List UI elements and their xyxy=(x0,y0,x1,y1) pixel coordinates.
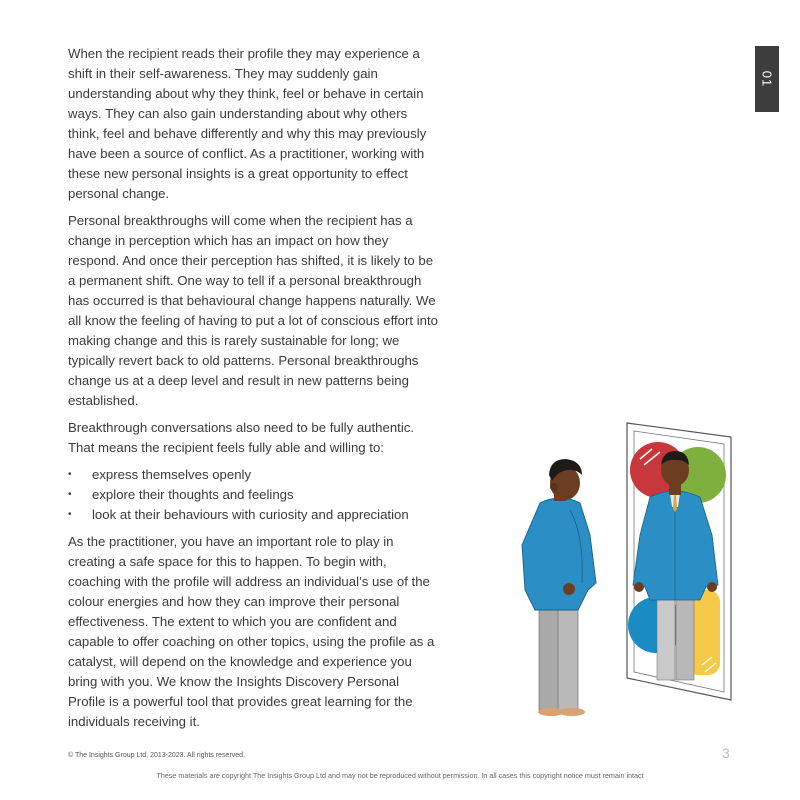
paragraph-self-awareness: When the recipient reads their profile they may experience a shift in their self-awareness. They may suddenly gain understanding about why they think, feel or behave in certain ways. They can also gain understanding about why others think, feel and behave differently and why this may previously have been a source of conflict. As a practitioner, working with these new personal insights is a great opportunity to effect personal change. xyxy=(68,46,427,201)
page-number: 3 xyxy=(722,745,730,761)
paragraph-authentic: Breakthrough conversations also need to be fully authentic. That means the recipient feels fully able and willing to: xyxy=(68,420,415,455)
bullet-item: • explore their thoughts and feelings xyxy=(68,485,440,505)
footer-notice: These materials are copyright The Insights Group Ltd and may not be reproduced without permission. In all cases this copyright notice must remain intact xyxy=(156,771,644,780)
bullet-item: • express themselves openly xyxy=(68,465,440,485)
section-tab-number: 01 xyxy=(759,70,775,88)
paragraph-breakthroughs: Personal breakthroughs will come when the recipient has a change in perception which has an impact on how they respond. And once their perception has shifted, it is likely to be a permanent shift. One way to tell if a personal breakthrough has occurred is that behavioural change happens naturally. We all know the feeling of having to put a lot of conscious effort into making change and this is rarely sustainable for long; we typically revert back to old patterns. Personal breakthroughs change us at a deep level and result in new patterns being established. xyxy=(68,213,438,408)
bullet-list xyxy=(68,465,440,525)
man-mirror-illustration xyxy=(500,415,750,725)
man-figure xyxy=(522,459,596,716)
mirror xyxy=(627,423,731,700)
paragraph-practitioner: As the practitioner, you have an important role to play in creating a safe space for this to happen. To begin with, coaching with the profile will address an individual’s use of the colour energies and how they can improve their personal effectiveness. The extent to which you are confident and capable to offer coaching on other topics, using the profile as a catalyst, will depend on the knowledge and experience you bring with you. We know the Insights Discovery Personal Profile is a powerful tool that provides great learning for the individuals receiving it. xyxy=(68,534,435,729)
bullet-item: • look at their behaviours with curiosity and appreciation xyxy=(68,505,440,525)
blue-energy-blob xyxy=(628,597,684,653)
footer-copyright: © The Insights Group Ltd, 2013-2023. All rights reserved. xyxy=(68,752,246,759)
body-text xyxy=(68,44,440,739)
section-tab xyxy=(755,46,779,112)
